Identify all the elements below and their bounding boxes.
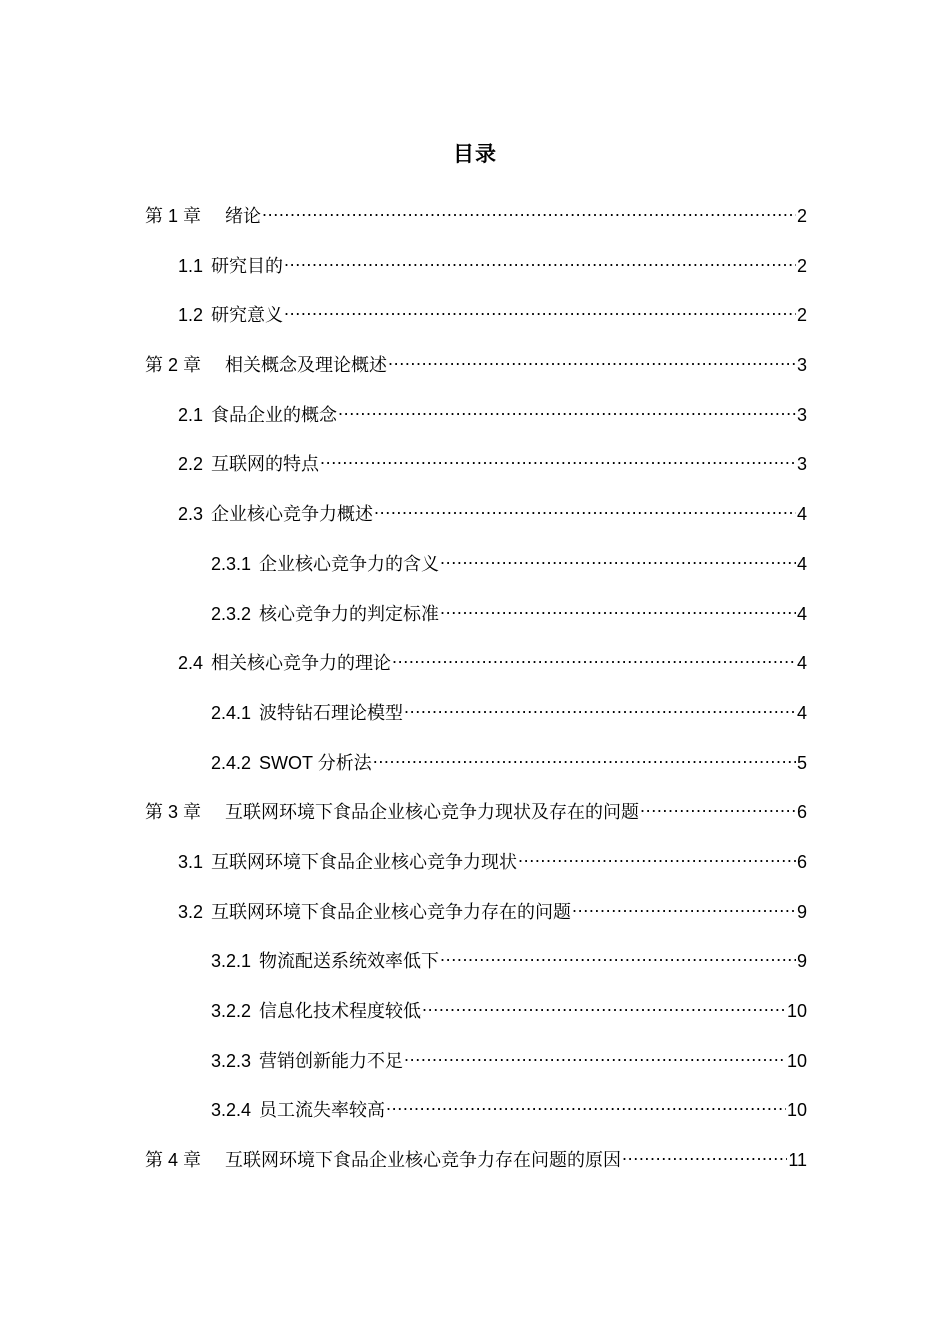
toc-entry[interactable] xyxy=(0,1130,950,1180)
toc-entry-page-number: 3 xyxy=(796,355,807,376)
toc-entry-text: 核心竞争力的判定标准 xyxy=(259,603,440,624)
toc-entry-text: 绪论 xyxy=(225,206,262,226)
toc-entry-number: 1.2 xyxy=(178,305,204,326)
toc-entry-text: 研究意义 xyxy=(211,305,284,326)
toc-dot-leader xyxy=(440,596,796,620)
toc-entry-page-number: 2 xyxy=(796,305,807,326)
toc-entry[interactable] xyxy=(0,832,950,882)
toc-entry[interactable] xyxy=(0,236,950,286)
toc-entry-number: 2.3.1 xyxy=(211,553,252,574)
toc-entry[interactable] xyxy=(0,981,950,1031)
toc-entry-number: 1.1 xyxy=(178,255,204,276)
toc-entry-row xyxy=(211,546,807,576)
toc-entry-page-number: 3 xyxy=(796,404,807,425)
toc-entry-row xyxy=(145,347,807,377)
toc-entry-number: 2.4 xyxy=(178,653,204,674)
toc-entry-number: 3.2 xyxy=(178,901,204,922)
toc-dot-leader xyxy=(440,943,796,967)
toc-entry-text: 企业核心竞争力概述 xyxy=(211,504,374,525)
toc-entry-row xyxy=(178,844,807,874)
toc-dot-leader xyxy=(386,1092,786,1116)
toc-dot-leader xyxy=(262,198,796,222)
toc-entry-text: 相关概念及理论概述 xyxy=(225,355,388,376)
toc-entry-number: 2.4.1 xyxy=(211,702,252,723)
toc-entry-text: 物流配送系统效率低下 xyxy=(259,951,440,972)
toc-dot-leader xyxy=(338,397,796,421)
toc-entry-row xyxy=(211,943,807,973)
toc-entry-row xyxy=(211,596,807,626)
toc-entry-page-number: 3 xyxy=(796,454,807,475)
toc-entry-text: 员工流失率较高 xyxy=(259,1100,386,1121)
toc-entry-number: 第 2 章 xyxy=(145,355,202,376)
toc-entry-number: 2.1 xyxy=(178,404,204,425)
toc-entry-row xyxy=(211,1043,807,1073)
toc-entry-page-number: 9 xyxy=(796,901,807,922)
toc-entry-page-number: 6 xyxy=(796,851,807,872)
toc-entry[interactable] xyxy=(0,285,950,335)
toc-entry-row xyxy=(145,1142,807,1172)
toc-dot-leader xyxy=(518,844,796,868)
toc-entry-row xyxy=(211,993,807,1023)
toc-entry[interactable] xyxy=(0,782,950,832)
toc-entry-number: 2.3 xyxy=(178,504,204,525)
toc-dot-leader xyxy=(404,695,796,719)
toc-dot-leader xyxy=(284,248,796,272)
toc-entry-text: 相关核心竞争力的理论 xyxy=(211,653,392,674)
toc-entry-row xyxy=(178,297,807,327)
toc-entry-page-number: 4 xyxy=(796,553,807,574)
toc-entry-text: 互联网环境下食品企业核心竞争力存在的问题 xyxy=(211,901,572,922)
toc-entry-row xyxy=(178,397,807,427)
toc-entry[interactable] xyxy=(0,484,950,534)
toc-entry-text: 研究目的 xyxy=(211,255,284,276)
toc-dot-leader xyxy=(388,347,796,371)
toc-entry-number: 3.2.1 xyxy=(211,951,252,972)
toc-entry-row xyxy=(145,198,807,228)
toc-entry[interactable] xyxy=(0,931,950,981)
toc-entry-row xyxy=(178,894,807,924)
toc-entry-text: 营销创新能力不足 xyxy=(259,1050,404,1071)
toc-entry-row xyxy=(178,645,807,675)
toc-entry-row xyxy=(211,745,807,775)
toc-entry[interactable] xyxy=(0,633,950,683)
toc-entry[interactable] xyxy=(0,733,950,783)
toc-entry[interactable] xyxy=(0,1031,950,1081)
toc-entry-page-number: 10 xyxy=(786,1001,807,1021)
toc-dot-leader xyxy=(572,894,796,918)
toc-entry-number: 2.4.2 xyxy=(211,752,252,773)
toc-dot-leader xyxy=(392,645,796,669)
toc-entry-row xyxy=(145,794,807,824)
toc-dot-leader xyxy=(622,1142,787,1166)
toc-entry-page-number: 4 xyxy=(796,504,807,525)
toc-entry[interactable] xyxy=(0,882,950,932)
toc-entry-page-number: 4 xyxy=(796,653,807,674)
toc-entry-row xyxy=(178,248,807,278)
toc-dot-leader xyxy=(640,794,796,818)
toc-entry-text: 互联网环境下食品企业核心竞争力现状及存在的问题 xyxy=(225,802,640,823)
toc-entry-page-number: 11 xyxy=(788,1150,807,1171)
toc-dot-leader xyxy=(374,496,796,520)
toc-entry-page-number: 10 xyxy=(786,1050,807,1071)
toc-dot-leader xyxy=(404,1043,786,1067)
toc-entry-text: 食品企业的概念 xyxy=(211,404,338,425)
toc-entry[interactable] xyxy=(0,584,950,634)
toc-entry-text: 互联网的特点 xyxy=(211,454,320,475)
toc-entry-number: 第 3 章 xyxy=(145,802,202,823)
toc-dot-leader xyxy=(284,297,796,321)
toc-entry[interactable] xyxy=(0,335,950,385)
toc-entry-row xyxy=(211,695,807,725)
toc-entry-page-number: 2 xyxy=(796,255,807,276)
toc-entry[interactable] xyxy=(0,385,950,435)
toc-entry-text: 波特钻石理论模型 xyxy=(259,702,404,723)
toc-title: 目录 xyxy=(453,143,497,166)
toc-dot-leader xyxy=(422,993,786,1017)
toc-entry[interactable] xyxy=(0,1080,950,1130)
toc-entry-number: 第 4 章 xyxy=(145,1150,202,1171)
toc-entry-page-number: 6 xyxy=(796,802,807,823)
toc-entry-row xyxy=(178,446,807,476)
toc-entry[interactable] xyxy=(0,534,950,584)
toc-entry-number: 2.3.2 xyxy=(211,603,252,624)
toc-dot-leader xyxy=(320,446,796,470)
toc-entry-text: 互联网环境下食品企业核心竞争力现状 xyxy=(211,851,518,872)
toc-entry-text: 信息化技术程度较低 xyxy=(259,1001,422,1021)
toc-entry-number: 3.2.4 xyxy=(211,1100,252,1121)
toc-entry-page-number: 9 xyxy=(796,951,807,972)
toc-entry-page-number: 4 xyxy=(796,702,807,723)
toc-entry[interactable] xyxy=(0,434,950,484)
toc-entry-text: 互联网环境下食品企业核心竞争力存在问题的原因 xyxy=(225,1150,622,1171)
toc-dot-leader xyxy=(440,546,796,570)
toc-entry-number: 3.2.3 xyxy=(211,1050,252,1071)
toc-entry-page-number: 2 xyxy=(796,206,807,226)
toc-entry[interactable] xyxy=(0,683,950,733)
toc-entry-number: 第 1 章 xyxy=(145,206,202,226)
toc-entry-number: 3.1 xyxy=(178,851,204,872)
toc-list xyxy=(0,186,950,1180)
toc-entry-row xyxy=(211,1092,807,1122)
toc-entry-page-number: 10 xyxy=(786,1100,807,1121)
toc-dot-leader xyxy=(373,745,796,769)
toc-entry-number: 3.2.2 xyxy=(211,1001,252,1021)
toc-entry-row xyxy=(178,496,807,526)
toc-entry-number: 2.2 xyxy=(178,454,204,475)
toc-entry-page-number: 5 xyxy=(796,752,807,773)
toc-entry-text: SWOT 分析法 xyxy=(259,752,372,773)
toc-entry-text: 企业核心竞争力的含义 xyxy=(259,553,440,574)
toc-entry-page-number: 4 xyxy=(796,603,807,624)
toc-entry[interactable] xyxy=(0,186,950,236)
